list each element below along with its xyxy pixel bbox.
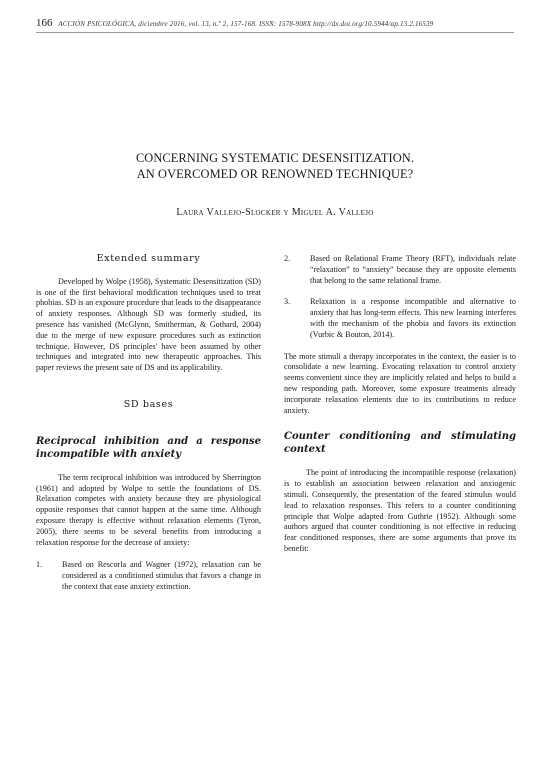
reciprocal-inhibition-paragraph: The term reciprocal inhibition was introduced by Sherrington (1961) and adopted by Wolpe to settle the foundations of DS. Relaxation competes with anxiety because they are physiological opposite responses that cannot happen at the same time. Although exposure therapy is effective without relaxation elements (Tyron, 2005), there seems to be several benefits from introducing a relaxation response for the decrease of anxiety: (36, 472, 261, 547)
left-column (36, 254, 261, 593)
title-line-2: AN OVERCOMED OR RENOWNED TECHNIQUE? (136, 167, 414, 181)
counter-conditioning-paragraph: The point of introducing the incompatible response (relaxation) is to establish an association between relaxation and anxiogenic stimuli. Consequently, the presentation of the feared stimulus would lead to relaxation responses. This refers to a counter conditioning principle that Wolpe adapted from Guthrie (1952). Although some authors argued that counter conditioning is not effective in reducing fear conditioned responses, there are some arguments that prove its benefit: (284, 468, 516, 553)
list-item-number: 1. (36, 560, 43, 570)
list-item-text: Based on Relational Frame Theory (RFT), individuals relate “relaxation” to “anxiety” because they are opposite elements that belong to the same relational frame. (310, 254, 516, 285)
list-item (284, 254, 516, 286)
list-item-text: Based on Rescorla and Wagner (1972), relaxation can be considered as a conditioned stimulus that favors a change in the context that ease anxiety extinction. (62, 560, 261, 591)
context-paragraph: The more stimuli a therapy incorporates in the context, the easier is to consolidate a new learning. Evocating relaxation to control anxiety seems convenient since they are implicitly related and helps to build a new responding path. Moreover, some exposure treatments already incorporate relaxation elements due to its contributions to reduce anxiety. (284, 351, 516, 415)
journal-reference: ACCIÓN PSICOLÓGICA, diciembre 2016, vol. 13, n.º 2, 157-168. ISSN: 1578-908X http://dx.doi.org/10.5944/ap.13.2.16539 (58, 20, 434, 28)
sd-bases-heading: SD bases (123, 398, 174, 410)
article-title (0, 150, 550, 182)
subsection-heading-reciprocal-inhibition: Reciprocal inhibition and a response incompatible with anxiety (36, 435, 261, 460)
extended-summary-heading: Extended summary (96, 253, 201, 264)
page-number: 166 (36, 17, 53, 29)
list-item-text: Relaxation is a response incompatible and alternative to anxiety that has long-term effects. This new learning interferes with the mechanism of the phobia and favors its extinction (Vurbic & Bouton, 2014). (310, 297, 516, 339)
author-line: Laura Vallejo-Slocker y Miguel A. Vallejo (176, 207, 374, 218)
right-column (284, 254, 516, 555)
running-header (36, 17, 516, 29)
list-item-number: 3. (284, 297, 291, 307)
header-divider (36, 32, 514, 33)
subsection-heading-counter-conditioning: Counter conditioning and stimulating context (284, 431, 516, 456)
list-item-number: 2. (284, 254, 291, 263)
list-item (36, 560, 261, 592)
title-line-1: CONCERNING SYSTEMATIC DESENSITIZATION. (135, 151, 415, 165)
list-item (284, 297, 516, 340)
summary-paragraph: Developed by Wolpe (1958), Systematic Desensitization (SD) is one of the first behavioral modification techniques used to treat phobias. SD is an exposure procedure that leads to the disappearance of anxiety responses. Although SD was formerly studied, its presence has vanished (McGlynn, Smitherman, & Gothard, 2004) due to the merge of new exposure procedures such as extinction technique. However, DS principles' have been assumed by other techniques and integrated into new therapeutic approaches. This paper reviews the present sate of DS and its applicability. (36, 276, 261, 373)
